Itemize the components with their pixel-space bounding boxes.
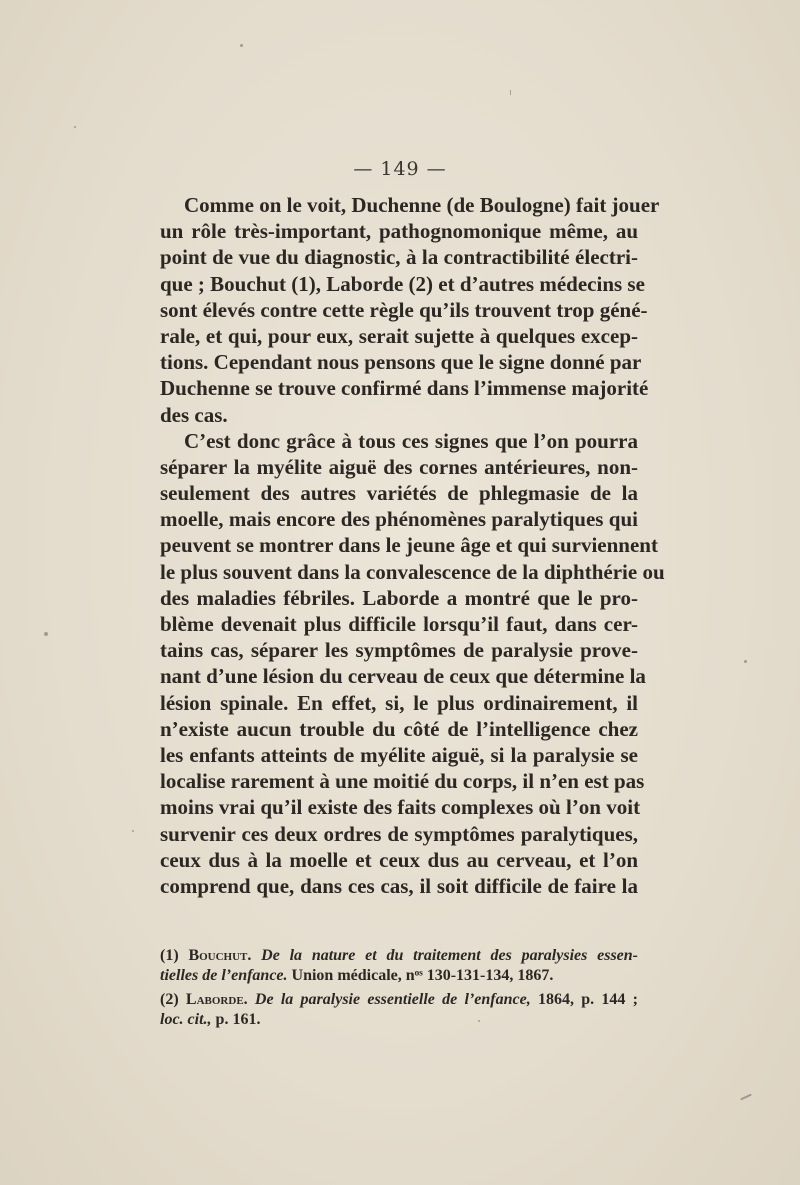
text-line: les enfants atteints de myélite aiguë, si la paralysie se	[160, 742, 638, 767]
text-line: le plus souvent dans la convalescence de la diphthérie ou	[160, 559, 665, 584]
footnote-number: (1)	[160, 947, 189, 964]
footnote-line	[160, 1010, 638, 1030]
footnote-source: Union médicale, nᵒˢ 130-131-134, 1867.	[287, 967, 554, 984]
text-line: survenir ces deux ordres de symptômes paralytiques,	[160, 821, 638, 846]
paper-speck	[740, 1094, 752, 1101]
text-line: comprend que, dans ces cas, il soit difficile de faire la	[160, 873, 638, 898]
text-line: seulement des autres variétés de phlegmasie de la	[160, 481, 638, 506]
paper-speck	[44, 632, 48, 636]
footnote-2	[160, 990, 638, 1030]
footnote-number: (2)	[160, 991, 186, 1008]
text-line: localise rarement à une moitié du corps, il n’en est pas	[160, 769, 645, 794]
footnote-title: tielles de l’enfance.	[160, 967, 288, 984]
text-line: tains cas, séparer les symptômes de paralysie prove-	[160, 638, 638, 663]
main-text	[160, 192, 665, 899]
text-line: que ; Bouchut (1), Laborde (2) et d’autres médecins se	[160, 271, 645, 296]
text-line: lésion spinale. En effet, si, le plus ordinairement, il	[160, 690, 638, 715]
text-line: un rôle très-important, pathognomonique même, au	[160, 219, 638, 244]
paper-speck	[240, 44, 243, 47]
paper-speck	[744, 660, 747, 663]
footnote-author: Bouchut.	[188, 947, 252, 964]
text-line: Duchenne se trouve confirmé dans l’immense majorité	[160, 376, 649, 401]
footnote-title: De la paralysie essentielle de l’enfance,	[247, 991, 531, 1008]
paper-speck	[74, 126, 76, 128]
text-line: moelle, mais encore des phénomènes paralytiques qui	[160, 507, 638, 532]
footnote-line	[160, 990, 638, 1010]
text-line: ceux dus à la moelle et ceux dus au cerveau, et l’on	[160, 847, 638, 872]
footnote-loc-cit: loc. cit.,	[160, 1011, 212, 1028]
text-line: Comme on le voit, Duchenne (de Boulogne) fait jouer	[184, 193, 660, 217]
paper-speck	[510, 90, 511, 95]
footnote-source: 1864, p. 144 ;	[530, 991, 638, 1008]
footnote-line	[160, 946, 638, 966]
text-line: n’existe aucun trouble du côté de l’intelligence chez	[160, 716, 638, 741]
paragraph-1	[160, 192, 660, 428]
footnote-page: p. 161.	[211, 1011, 261, 1028]
footnote-title: De la nature et du traitement des paralysies essen-	[251, 947, 639, 964]
text-line: des maladies fébriles. Laborde a montré que le pro-	[160, 585, 638, 610]
page-number: — 149 —	[353, 158, 447, 180]
text-line: tions. Cependant nous pensons que le signe donné par	[160, 350, 642, 375]
footnote-1	[160, 946, 638, 986]
text-line: C’est donc grâce à tous ces signes que l’on pourra	[184, 428, 638, 453]
text-line: blème devenait plus difficile lorsqu’il faut, dans cer-	[160, 612, 638, 636]
text-line: peuvent se montrer dans le jeune âge et qui surviennent	[160, 533, 658, 558]
text-line: rale, et qui, pour eux, serait sujette à quelques excep-	[160, 323, 638, 348]
text-line: moins vrai qu’il existe des faits complexes où l’on voit	[160, 795, 641, 820]
footnotes	[160, 946, 638, 1034]
paragraph-2	[160, 428, 665, 899]
paper-speck	[478, 1020, 480, 1022]
footnote-author: Laborde.	[185, 991, 248, 1008]
text-line: point de vue du diagnostic, à la contractibilité électri-	[160, 245, 638, 270]
text-line: nant d’une lésion du cerveau de ceux que détermine la	[160, 664, 646, 689]
paper-speck	[132, 830, 134, 832]
text-line: des cas.	[160, 402, 228, 427]
text-line: séparer la myélite aiguë des cornes antérieures, non-	[160, 454, 638, 479]
text-line: sont élevés contre cette règle qu’ils trouvent trop géné-	[160, 297, 648, 322]
footnote-line	[160, 966, 638, 986]
